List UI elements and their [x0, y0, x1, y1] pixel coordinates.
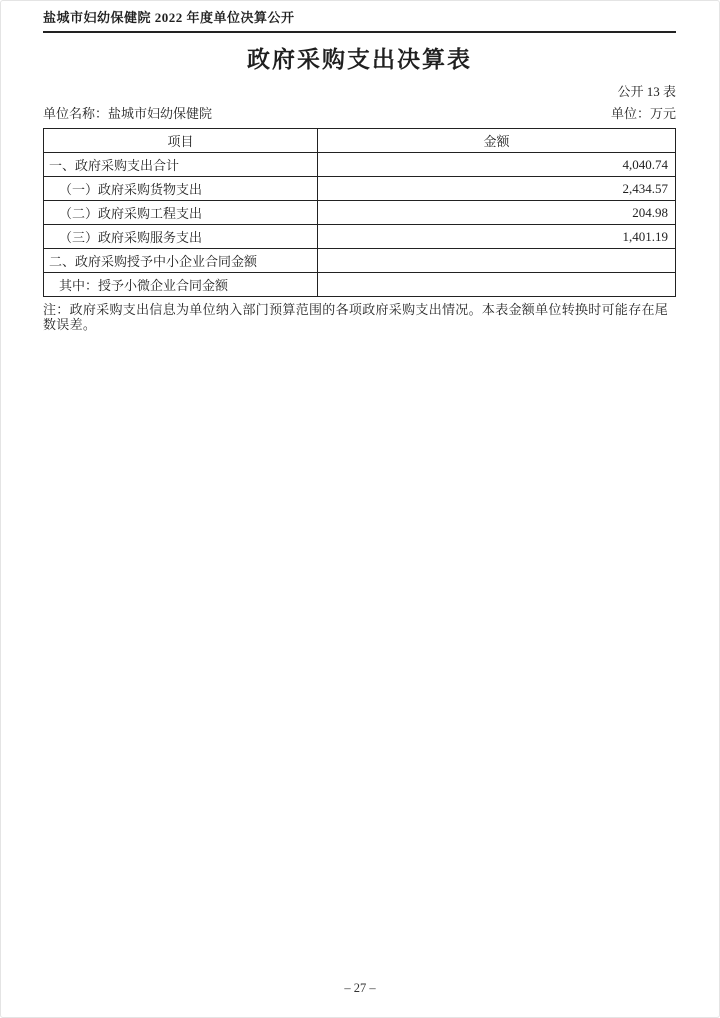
row-label: （一）政府采购货物支出 — [44, 177, 318, 201]
row-value: 4,040.74 — [318, 153, 676, 177]
row-value: 1,401.19 — [318, 225, 676, 249]
table-number-label: 公开 13 表 — [617, 84, 676, 99]
table-row — [44, 201, 676, 225]
footnote: 注：政府采购支出信息为单位纳入部门预算范围的各项政府采购支出情况。本表金额单位转换时可能存在尾数误差。 — [43, 302, 669, 332]
procurement-expenditure-table — [43, 128, 676, 297]
row-label: 二、政府采购授予中小企业合同金额 — [44, 249, 318, 273]
info-row — [43, 106, 676, 122]
row-label: （二）政府采购工程支出 — [44, 201, 318, 225]
document-header-text: 盐城市妇幼保健院 2022 年度单位决算公开 — [43, 10, 295, 25]
row-value — [318, 249, 676, 273]
header-rule — [43, 31, 676, 33]
row-value: 2,434.57 — [318, 177, 676, 201]
table-row — [44, 153, 676, 177]
table-header-row — [44, 129, 676, 153]
table-row — [44, 249, 676, 273]
row-label: 其中：授予小微企业合同金额 — [44, 273, 318, 297]
table-row — [44, 273, 676, 297]
row-value — [318, 273, 676, 297]
row-value: 204.98 — [318, 201, 676, 225]
page-title: 政府采购支出决算表 — [247, 47, 472, 72]
row-label: 一、政府采购支出合计 — [44, 153, 318, 177]
column-header-amount: 金额 — [318, 129, 676, 153]
column-header-item: 项目 — [44, 129, 318, 153]
unit-of-measure-label: 单位：万元 — [610, 106, 676, 121]
page-number: – 27 – — [344, 981, 376, 995]
page-content — [43, 1, 676, 332]
table-row — [44, 177, 676, 201]
row-label: （三）政府采购服务支出 — [44, 225, 318, 249]
unit-name-label: 单位名称：盐城市妇幼保健院 — [43, 106, 213, 121]
table-row — [44, 225, 676, 249]
